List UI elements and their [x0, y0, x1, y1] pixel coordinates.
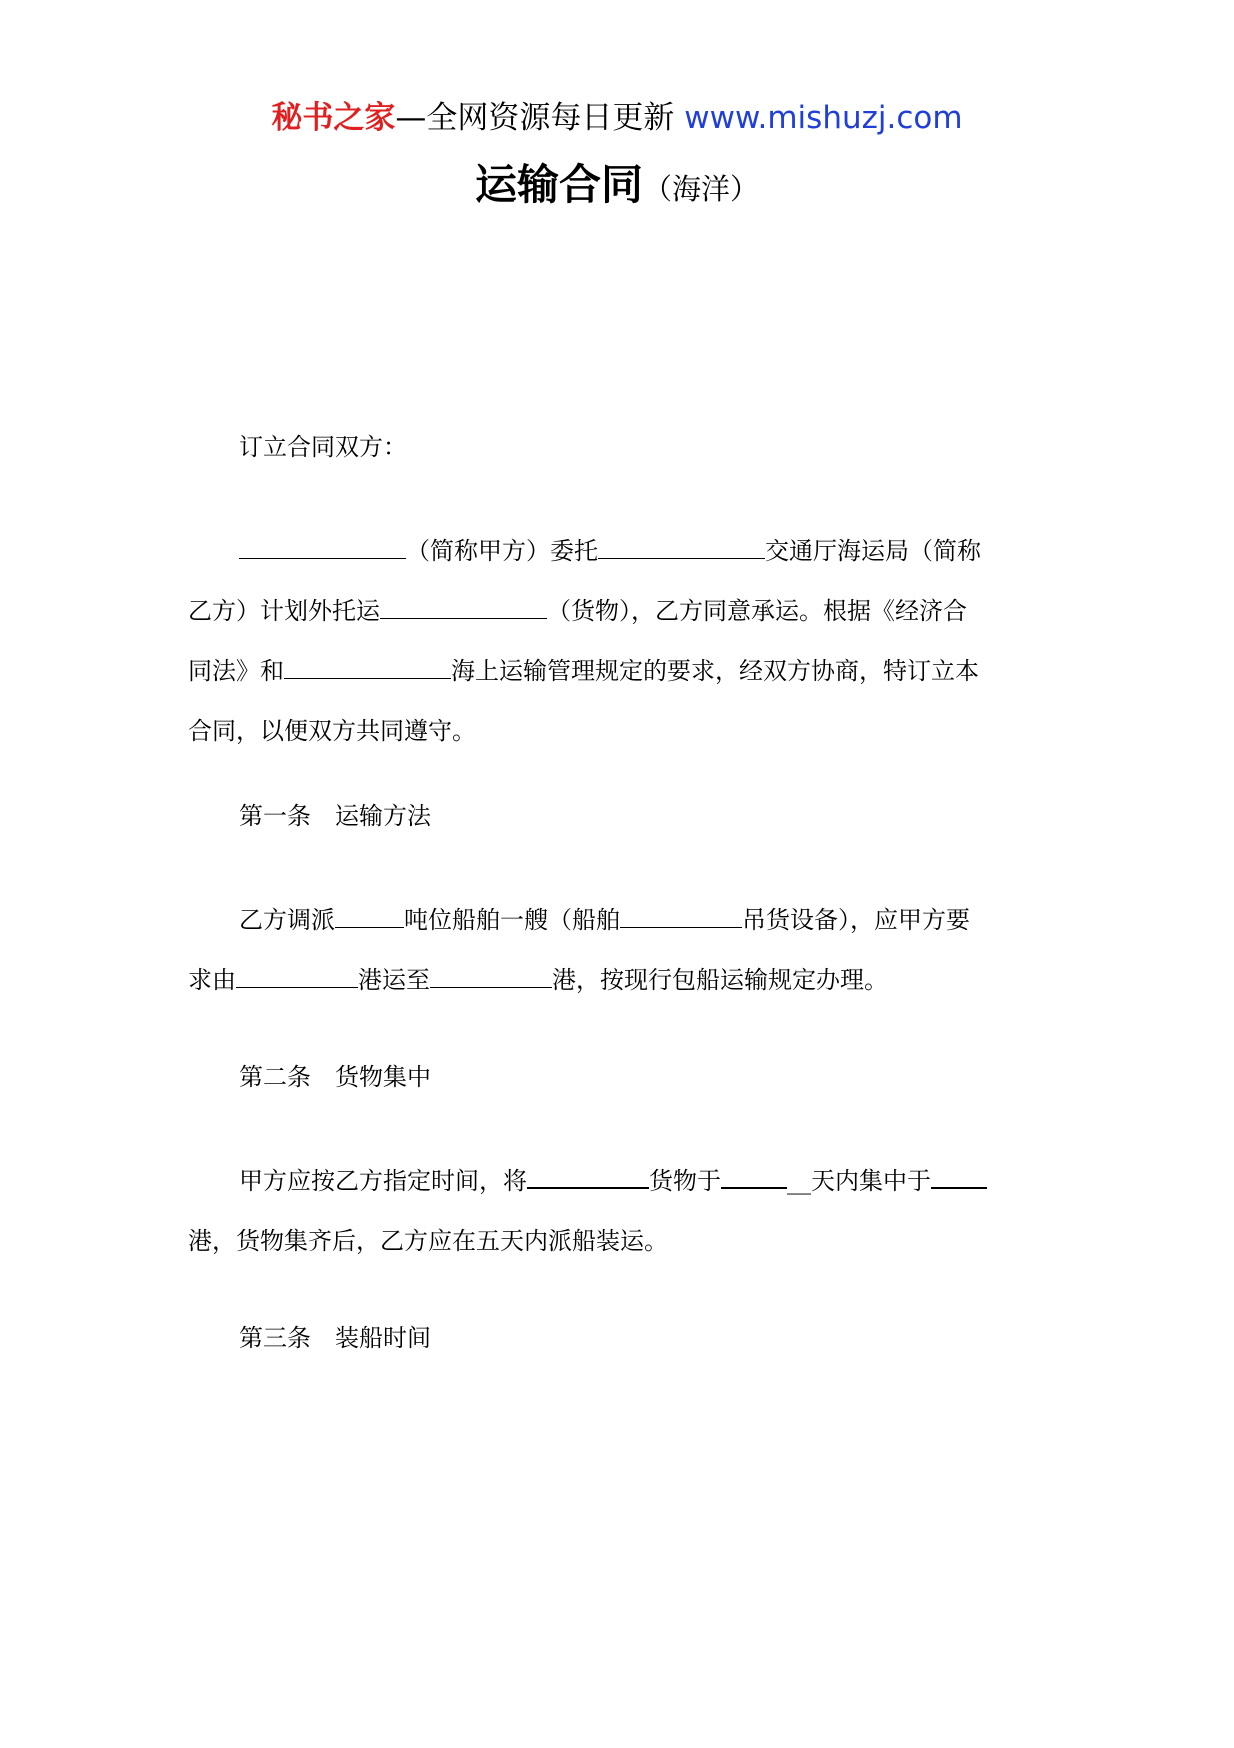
- parties-heading-text: 订立合同双方：: [239, 433, 407, 461]
- article-2-body: [188, 1151, 1048, 1271]
- article-text: 港，按现行包船运输规定办理。: [552, 966, 888, 994]
- article-1-line-2: [188, 950, 1048, 1010]
- article-1-body: [188, 890, 1048, 1010]
- tonnage-blank: [335, 907, 404, 928]
- article-3-heading: [188, 1308, 1048, 1368]
- article-title: 装船时间: [335, 1324, 431, 1352]
- intro-text: 合同，以便双方共同遵守。: [188, 717, 476, 745]
- article-number: 第二条: [239, 1063, 311, 1091]
- intro-line-2: [188, 581, 1048, 641]
- brand-name: 秘书之家: [271, 100, 396, 136]
- article-2-line-1: [188, 1151, 1048, 1211]
- article-text: 乙方调派: [239, 906, 335, 934]
- website-link[interactable]: www.mishuzj.com: [684, 100, 963, 136]
- article-text: 求由: [188, 966, 236, 994]
- article-1-heading: [188, 786, 1048, 846]
- document-header: [0, 98, 1234, 138]
- article-text: 港运至: [358, 966, 430, 994]
- intro-text: 同法》和: [188, 657, 284, 685]
- intro-text: （货物），乙方同意承运。根据《经济合: [547, 597, 967, 625]
- article-number: 第一条: [239, 802, 311, 830]
- title-subtitle: （海洋）: [643, 172, 760, 206]
- intro-text: 交通厅海运局（简称: [765, 537, 981, 565]
- days-blank: [721, 1167, 787, 1189]
- article-text: 吊货设备），应甲方要: [742, 906, 970, 934]
- vessel-blank: [620, 907, 742, 928]
- gather-port-blank: [931, 1167, 987, 1189]
- title-main: 运输合同: [474, 160, 643, 209]
- intro-text: 海上运输管理规定的要求，经双方协商，特订立本: [451, 657, 979, 685]
- parties-heading: [188, 417, 1048, 477]
- article-number: 第三条: [239, 1324, 311, 1352]
- page-title: [0, 152, 1234, 212]
- intro-text: （简称甲方）委托: [406, 537, 598, 565]
- article-1-line-1: [188, 890, 1048, 950]
- article-text: 吨位船舶一艘（船舶: [404, 906, 620, 934]
- origin-port-blank: [236, 967, 358, 988]
- party-b-blank: [598, 538, 765, 559]
- header-slogan: —全网资源每日更新: [395, 100, 675, 136]
- regulation-blank: [284, 658, 451, 679]
- article-text: 甲方应按乙方指定时间，将: [239, 1167, 527, 1195]
- article-text: 港，货物集齐后，乙方应在五天内派船装运。: [188, 1227, 668, 1255]
- intro-text: 乙方）计划外托运: [188, 597, 380, 625]
- destination-port-blank: [430, 967, 552, 988]
- party-a-blank: [239, 538, 406, 559]
- intro-line-4: [188, 701, 1048, 761]
- goods-blank: [380, 598, 547, 619]
- article-2-heading: [188, 1047, 1048, 1107]
- article-text: 货物于: [649, 1167, 721, 1195]
- intro-line-1: [188, 521, 1048, 581]
- article-title: 运输方法: [335, 802, 431, 830]
- intro-line-3: [188, 641, 1048, 701]
- article-title: 货物集中: [335, 1063, 431, 1091]
- cargo-blank: [527, 1167, 649, 1189]
- article-2-line-2: [188, 1211, 1048, 1271]
- intro-paragraph: [188, 521, 1048, 761]
- article-text: __天内集中于: [787, 1167, 931, 1195]
